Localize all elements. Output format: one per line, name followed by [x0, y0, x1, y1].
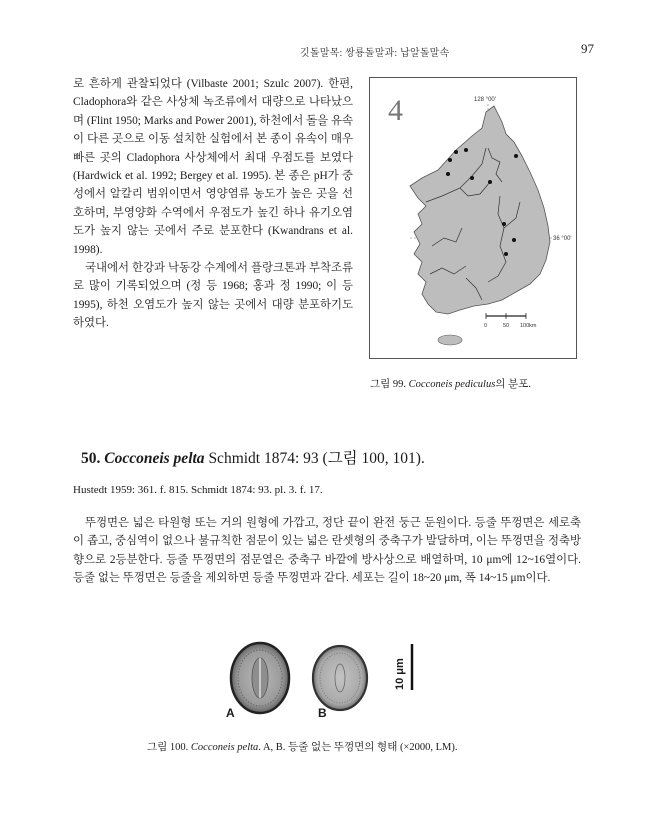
valve-a-image	[231, 643, 289, 713]
section-species: Cocconeis pelta	[104, 450, 205, 467]
map-scale-bar	[484, 313, 537, 329]
site-dot	[448, 158, 452, 162]
section-authority: Schmidt 1874: 93 (그림 100, 101).	[204, 450, 425, 467]
site-dot	[502, 222, 506, 226]
korea-map-svg	[370, 78, 576, 358]
running-header	[300, 43, 600, 59]
distribution-map	[369, 77, 577, 359]
running-title: 깃돌말목: 쌍룡돌말과: 납알돌말속	[300, 48, 450, 59]
references-line: Hustedt 1959: 361. f. 815. Schmidt 1874: 93. pl. 3. f. 17.	[73, 484, 323, 496]
label-a: A	[226, 706, 235, 720]
section-number: 50.	[81, 450, 101, 467]
scale-tick-0: 0	[484, 323, 488, 329]
scale-tick-100: 100km	[520, 323, 537, 329]
section-heading	[81, 446, 601, 468]
site-dot	[514, 154, 518, 158]
caption-prefix: 그림 100.	[147, 742, 191, 753]
scale-bar-label: 10 μm	[394, 658, 406, 690]
description-block	[73, 514, 581, 588]
description-paragraph: 뚜껑면은 넓은 타원형 또는 거의 원형에 가깝고, 정단 끝이 완전 둥근 둔원이다. 등줄 뚜껑면은 세로축이 좁고, 중심역이 없으나 불규칙한 점문이 있는 넓은 란셋형의 중축구가 발달하며, 이는 뚜껑면을 정축방향으로 2등분한다. 등줄 뚜껑면의 점문열은 중축구 바깥에 방사상으로 배열하며, 10 μm에 12~16열이다. 등줄 없는 뚜껑면은 등줄을 제외하면 등줄 뚜껑면과 같다. 세포는 길이 18~20 μm, 폭 14~15 μm이다.	[73, 517, 581, 585]
left-column-text	[73, 75, 353, 333]
valve-b-image	[313, 646, 367, 710]
paragraph-ecology: 로 흔하게 관찰되었다 (Vilbaste 2001; Szulc 2007). 한편, Cladophora와 같은 사상체 녹조류에서 대량으로 나타났으며 (Flint 1950; Marks and Power 2001), 하천에서 돌을 유속이 다른 곳으로 이동 설치한 실험에서 본 종이 유속이 매우 빠른 곳의 Cladophora 사상체에서 최대 우점도를 보였다 (Hardwick et al. 1992; Bergey et al. 1995). 본 종은 pH가 중성에서 알칼리 범위이면서 영양염류 농도가 높은 곳을 선호하며, 부영양화 수역에서 우점도가 높긴 하나 유기오염도가 높지 않는 곳에서 주로 분포한다 (Kwandrans et al. 1998).	[73, 78, 354, 256]
caption-species: Cocconeis pediculus	[408, 379, 496, 390]
longitude-label: 128 °00'	[474, 97, 496, 103]
site-dot	[512, 238, 516, 242]
site-dot	[464, 148, 468, 152]
scale-tick-50: 50	[503, 323, 510, 329]
site-dot	[454, 150, 458, 154]
paragraph-domestic: 국내에서 한강과 낙동강 수계에서 플랑크톤과 부착조류로 많이 기록되었으며 (정 등 1968; 홍과 정 1990; 이 등 1995), 하천 오염도가 높지 않는 곳에서 대량 분포하기도 하였다.	[73, 262, 353, 330]
latitude-label: 36 °00'	[553, 236, 572, 242]
figure-100-caption	[147, 739, 567, 754]
site-dot	[488, 180, 492, 184]
caption-suffix: . A, B. 등줄 없는 뚜껑면의 형태 (×2000, LM).	[258, 742, 458, 753]
site-dot	[470, 176, 474, 180]
caption-suffix: 의 분포.	[495, 379, 531, 390]
caption-prefix: 그림 99.	[370, 379, 409, 390]
site-dot	[504, 252, 508, 256]
caption-species: Cocconeis pelta	[190, 742, 259, 753]
jeju-island	[438, 335, 462, 345]
label-b: B	[318, 706, 327, 720]
page-number: 97	[581, 41, 594, 56]
figure-100	[226, 628, 426, 724]
map-corner-number: 4	[388, 94, 403, 127]
site-dot	[446, 172, 450, 176]
figure-99-caption	[370, 376, 580, 391]
korea-peninsula	[410, 106, 550, 314]
